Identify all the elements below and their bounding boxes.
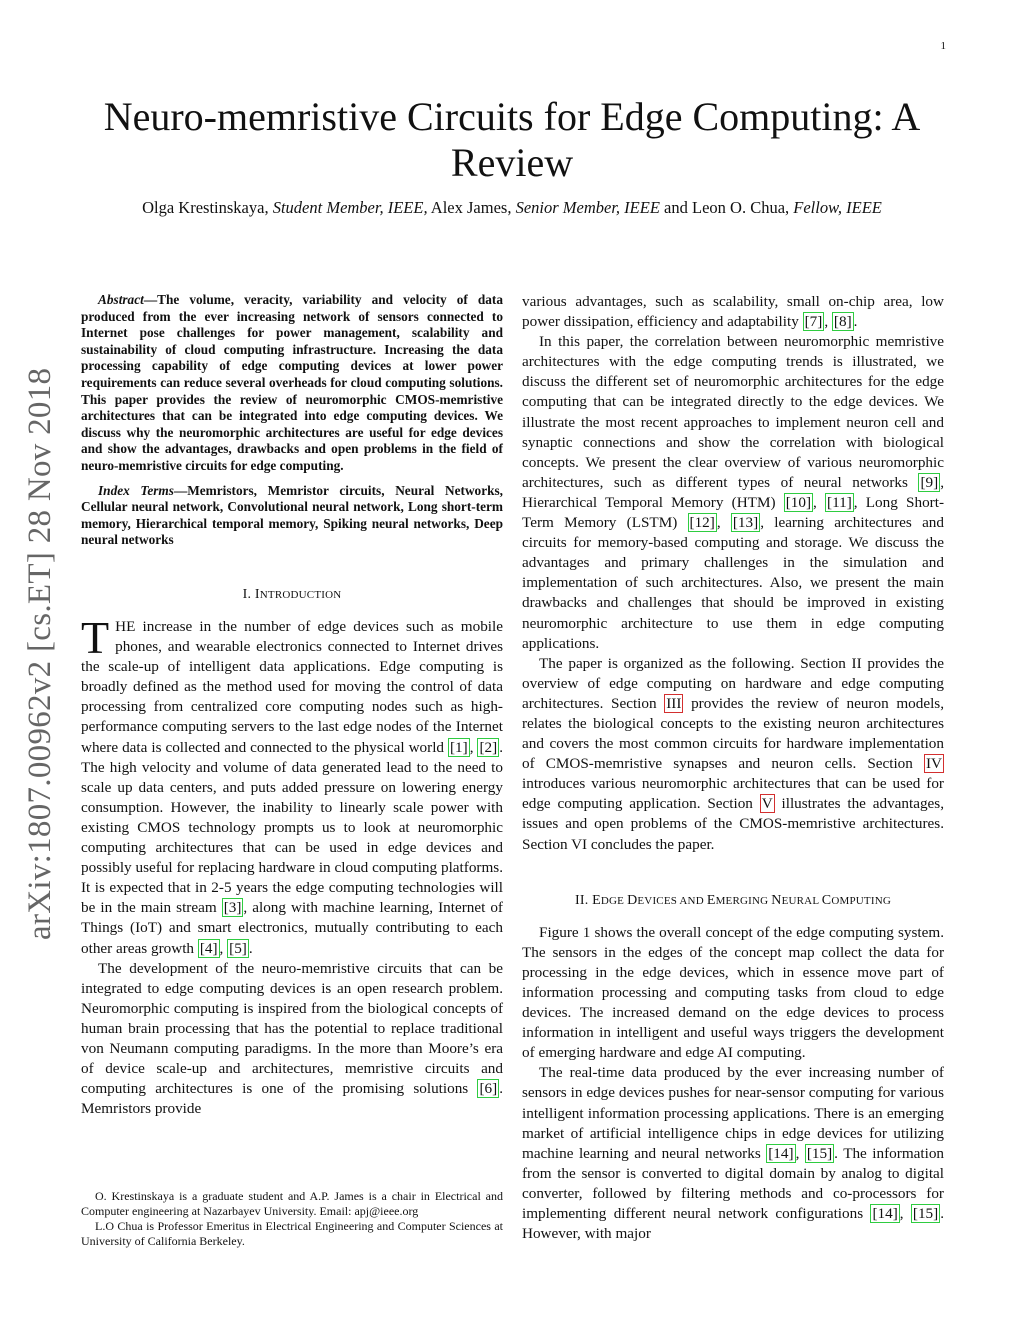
intro-paragraph-1: THE increase in the number of edge devices such as mobile phones, and wearable electronics connected to Internet drives the scale-up of intelligent data applications. Edge computing is broadly defined as the method used for moving the control of data processing from centralized core computing nodes such as high-performance computing servers to the last edge nodes of the Internet where data is collected and connected to the physical world [1] , [2] . The high velocity and volume of data generated lead to the need to scale up data centers, and puts added pressure on lowering energy consumption. However, the inability to linearly scale power with existing CMOS technology prompts us to look at neuromorphic computing architectures that can be used in edge devices and possibly useful for replacing hardware in cloud computing platforms. It is expected that in 2-5 years the edge computing technologies will be in the main stream [3] , along with machine learning, Internet of Things (IoT) and smart electronics, mutually contributing to each other areas growth [4] , [5] . [81, 612, 503, 957]
abstract-text: —The volume, veracity, variability and velocity of data produced from the ever increasing network of sensors connected to Internet pose challenges for power management, scalability and sustainability of cloud computing infrastructure. Increasing the data processing capability of edge computing devices at lower power requirements can reduce several overheads for cloud computing solutions. This paper provides the review of neuromorphic CMOS-memristive architectures that can be integrated into edge computing devices. We discuss why the neuromorphic architectures are useful for edge devices and show the advantages, drawbacks and open problems in the field of neuro-memristive circuits for edge computing. [81, 292, 503, 473]
citation-link[interactable]: [13] [732, 514, 759, 532]
section-link[interactable]: IV [925, 755, 942, 773]
drop-cap: T [81, 612, 110, 663]
citation-link[interactable]: [9] [920, 473, 939, 491]
left-column [81, 292, 503, 1119]
citation-link[interactable]: [12] [689, 514, 715, 532]
section-link[interactable]: III [666, 694, 682, 712]
citation-link[interactable]: [8] [833, 313, 852, 331]
right-column [522, 292, 944, 1244]
paragraph: Figure 1 shows the overall concept of the edge computing system. The sensors in the edges of the concept map collect the data for processing in the edge devices, which in essence move part of information processing and computing tasks from cloud to edge devices. The increased demand on the edge devices to process information in intelligent and useful ways triggers the development of emerging hardware and edge AI computing. [522, 923, 944, 1062]
author-role: Senior Member, IEEE [515, 198, 660, 217]
section-link[interactable]: V [761, 795, 773, 813]
citation-link[interactable]: [5] [229, 939, 247, 957]
citation-link[interactable]: [14] [768, 1144, 794, 1162]
citation-link[interactable]: [14] [872, 1205, 898, 1223]
index-terms-lead: Index Terms [98, 482, 174, 498]
citation-link[interactable]: [3] [223, 899, 242, 917]
abstract [81, 292, 503, 475]
citation-link[interactable]: [10] [785, 493, 812, 511]
citation-link[interactable]: [11] [827, 493, 852, 511]
index-terms [81, 483, 503, 549]
paragraph: The paper is organized as the following. Section II provides the overview of edge computing on hardware and edge computing architectures. Section III provides the review of neuron models, relates the biological concepts to the existing neuron architectures and covers the most common circuits for hardware implementation of CMOS-memristive synapses and neuron cells. Section IV introduces various neuromorphic architectures that can be used for edge computing application. Section V illustrates the advantages, issues and open problems of the CMOS-memristive architectures. Section VI concludes the paper. [522, 654, 944, 853]
abstract-lead: Abstract [98, 292, 144, 307]
author-name: Alex James, [430, 198, 512, 217]
footnotes [81, 1189, 503, 1249]
citation-link[interactable]: [4] [199, 939, 218, 957]
intro-paragraph-2: The development of the neuro-memristive circuits that can be integrated to edge computing devices is an open research problem. Neuromorphic computing is inspired from the biological concepts of human brain processing that has the potential to replace traditional von Neumann computing paradigms. In the more than Moore’s era of device scale-up and architectures, memristive circuits and computing architectures is one of the promising solutions [6] . Memristors provide [81, 959, 503, 1118]
author-conjunction: and [664, 198, 688, 217]
paper-title: Neuro-memristive Circuits for Edge Computing: A Review [103, 94, 921, 185]
section-heading-introduction: I. INTRODUCTION [242, 586, 342, 602]
paragraph: various advantages, such as scalability, small on-chip area, low power dissipation, efficiency and adaptability [7] , [8] . [522, 293, 944, 331]
citation-link[interactable]: [2] [479, 738, 498, 756]
citation-link[interactable]: [1] [449, 738, 468, 756]
page-number: 1 [940, 40, 946, 52]
author-name: Leon O. Chua, [692, 198, 790, 217]
index-terms-text: —Memristors, Memristor circuits, Neural Networks, Cellular neural network, Convolutional neural network, Long short-term memory, Hierarchical temporal memory, Spiking neural networks, Deep neural networks [81, 482, 503, 548]
arxiv-stamp: arXiv:1807.00962v2 [cs.ET] 28 Nov 2018 [22, 367, 58, 940]
author-name: Olga Krestinskaya, [142, 198, 269, 217]
paragraph: The real-time data produced by the ever increasing number of sensors in edge devices pushes for near-sensor computing for various intelligent information processing applications. There is an emerging market of artificial intelligence chips in edge devices for utilizing machine learning and neural networks [14] , [15] . The information from the sensor is converted to digital domain by analog to digital converter, followed by filtering methods and co-processors for implementing different neural network configurations [14] , [15] . However, with major [522, 1064, 945, 1243]
footnote-affiliation: L.O Chua is Professor Emeritus in Electrical Engineering and Computer Sciences at University of California Berkeley. [81, 1219, 503, 1248]
citation-link[interactable]: [15] [912, 1205, 939, 1223]
citation-link[interactable]: [7] [804, 313, 823, 331]
citation-link[interactable]: [15] [806, 1144, 833, 1162]
citation-link[interactable]: [6] [479, 1080, 498, 1098]
author-line [60, 198, 964, 218]
section-heading-edge-devices: II. EDGE DEVICES AND EMERGING NEURAL COMPUTING [574, 892, 891, 908]
author-role: Fellow, IEEE [793, 198, 882, 217]
paragraph: In this paper, the correlation between neuromorphic memristive architectures with the edge computing trends is illustrated, we discuss the different set of neuromorphic architectures for the edge computing that can be integrated directly to the edge devices. We illustrate the most recent approaches to implement neuron cell and synaptic connections and show the correlation with biological concepts. We present the clear overview of various neuromorphic architectures, such as different types of neural networks [9] , Hierarchical Temporal Memory (HTM) [10] , [11] , Long Short-Term Memory (LSTM) [12] , [13] , learning architectures and circuits for memory-based computing and storage. We discuss the advantages and primary challenges in the simulation and implementation of such architectures. Also, we present the main drawbacks and challenges that should be improved in existing neuromorphic architecture to use them in edge computing applications. [522, 333, 945, 652]
footnote-affiliation: O. Krestinskaya is a graduate student and A.P. James is a chair in Electrical and Computer engineering at Nazarbayev University. Email: apj@ieee.org [81, 1189, 503, 1218]
author-role: Student Member, IEEE, [272, 198, 428, 217]
